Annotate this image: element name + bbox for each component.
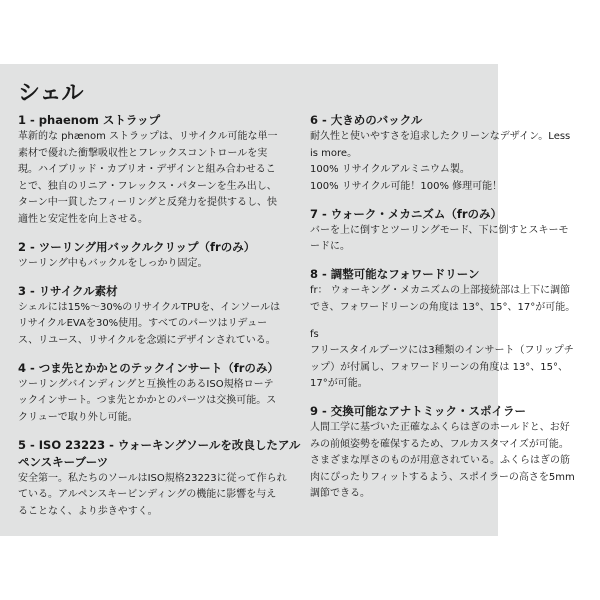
feature-text-line: とで、独自のリニア・フレックス・パターンを生み出し、: [18, 180, 277, 192]
feature-heading: 8 - 調整可能なフォワードリーン: [310, 267, 480, 281]
feature-text-line: ることなく、より歩きやすく。: [18, 505, 158, 517]
feature-text-line: 安全第一。私たちのソールはISO規格23223に従って作られ: [18, 472, 287, 484]
feature-text-line: ップ）が付属し、フォワードリーンの角度は 13°、15°、: [310, 361, 569, 373]
feature-section: [310, 403, 575, 503]
feature-section: [18, 360, 300, 427]
feature-heading: 5 - ISO 23223 - ウォーキングソールを改良したアル: [18, 437, 301, 452]
feature-text-line: ツーリング中もバックルをしっかり固定。: [18, 257, 208, 269]
feature-section: [18, 112, 300, 228]
feature-text-line: フリースタイルブーツには3種類のインサート（フリップチ: [310, 345, 574, 356]
feature-text-line: fs: [310, 328, 319, 340]
feature-text-line: リサイクルEVAを30%使用。すべてのパーツはリデュー: [18, 318, 268, 329]
feature-text-line: 現。ハイブリッド・カブリオ・デザインと組み合わせるこ: [18, 164, 276, 175]
feature-section: [310, 206, 575, 256]
feature-text-line: さまざまな厚さのものが用意されている。ふくらはぎの筋: [310, 455, 570, 466]
feature-section: [18, 437, 300, 521]
right-column: [310, 112, 575, 513]
feature-text-line: 適性と安定性を向上させる。: [18, 213, 148, 225]
feature-heading: 7 - ウォーク・メカニズム（frのみ）: [310, 206, 502, 221]
feature-section: [18, 283, 300, 350]
feature-section: [310, 112, 575, 195]
feature-heading: 3 - リサイクル素材: [18, 283, 118, 298]
feature-text-line: 耐久性と使いやすさを追求したクリーンなデザイン。Less: [310, 131, 571, 142]
feature-text-line: is more。: [310, 147, 358, 159]
feature-text-line: ツーリングバインディングと互換性のあるISO規格ローテ: [18, 378, 274, 390]
feature-section: [310, 327, 575, 393]
page-title: シェル: [18, 81, 84, 106]
feature-text-line: ックインサート。つま先とかかとのパーツは交換可能。ス: [18, 395, 277, 406]
feature-text-line: 革新的な phænom ストラップは、リサイクル可能な単一: [18, 131, 278, 142]
feature-text-line: ている。アルペンスキービンディングの機能に影響を与え: [18, 489, 277, 500]
feature-text-line: fr： ウォーキング・メカニズムの上部接続部は上下に調節: [310, 285, 571, 296]
feature-text-line: 調節できる。: [310, 488, 370, 499]
feature-heading: 9 - 交換可能なアナトミック・スポイラー: [310, 404, 527, 418]
feature-section: [18, 239, 300, 273]
feature-text-line: でき、フォワードリーンの角度は 13°、15°、17°が可能。: [310, 301, 576, 313]
feature-text-line: ターン中一貫したフィーリングと反発力を提供するし、快: [18, 197, 277, 208]
feature-text-line: ードに。: [310, 241, 350, 252]
feature-text-line: 素材で優れた衝撃吸収性とフレックスコントロールを実: [18, 147, 268, 159]
feature-section: [310, 266, 575, 316]
feature-text-line: シェルには15%～30%のリサイクルTPUを、インソールは: [18, 301, 281, 313]
feature-text-line: ス、リユース、リサイクルを念頭にデザインされている。: [18, 334, 276, 346]
feature-text-line: 17°が可能。: [310, 378, 368, 389]
feature-heading: 2 - ツーリング用バックルクリップ（frのみ）: [18, 239, 256, 254]
feature-heading: ペンスキーブーツ: [18, 454, 109, 469]
feature-heading: 6 - 大きめのバックル: [310, 113, 423, 127]
feature-text-line: みの前傾姿勢を確保するため、フルカスタマイズが可能。: [310, 438, 569, 450]
feature-text-line: 人間工学に基づいた正確なふくらはぎのホールドと、お好: [310, 422, 570, 433]
feature-heading: 1 - phaenom ストラップ: [18, 113, 161, 127]
feature-heading: 4 - つま先とかかとのテックインサート（frのみ）: [18, 360, 279, 375]
left-column: [18, 112, 300, 531]
feature-text-line: 肉にぴったりフィットするよう、スポイラーの高さを5mm: [310, 471, 575, 483]
feature-text-line: クリューで取り外し可能。: [18, 411, 138, 423]
feature-text-line: 100% リサイクルアルミニウム製。: [310, 164, 470, 175]
feature-text-line: 100% リサイクル可能！100% 修理可能！: [310, 180, 503, 192]
feature-text-line: バーを上に倒すとツーリングモード、下に倒すとスキーモ: [310, 224, 569, 236]
